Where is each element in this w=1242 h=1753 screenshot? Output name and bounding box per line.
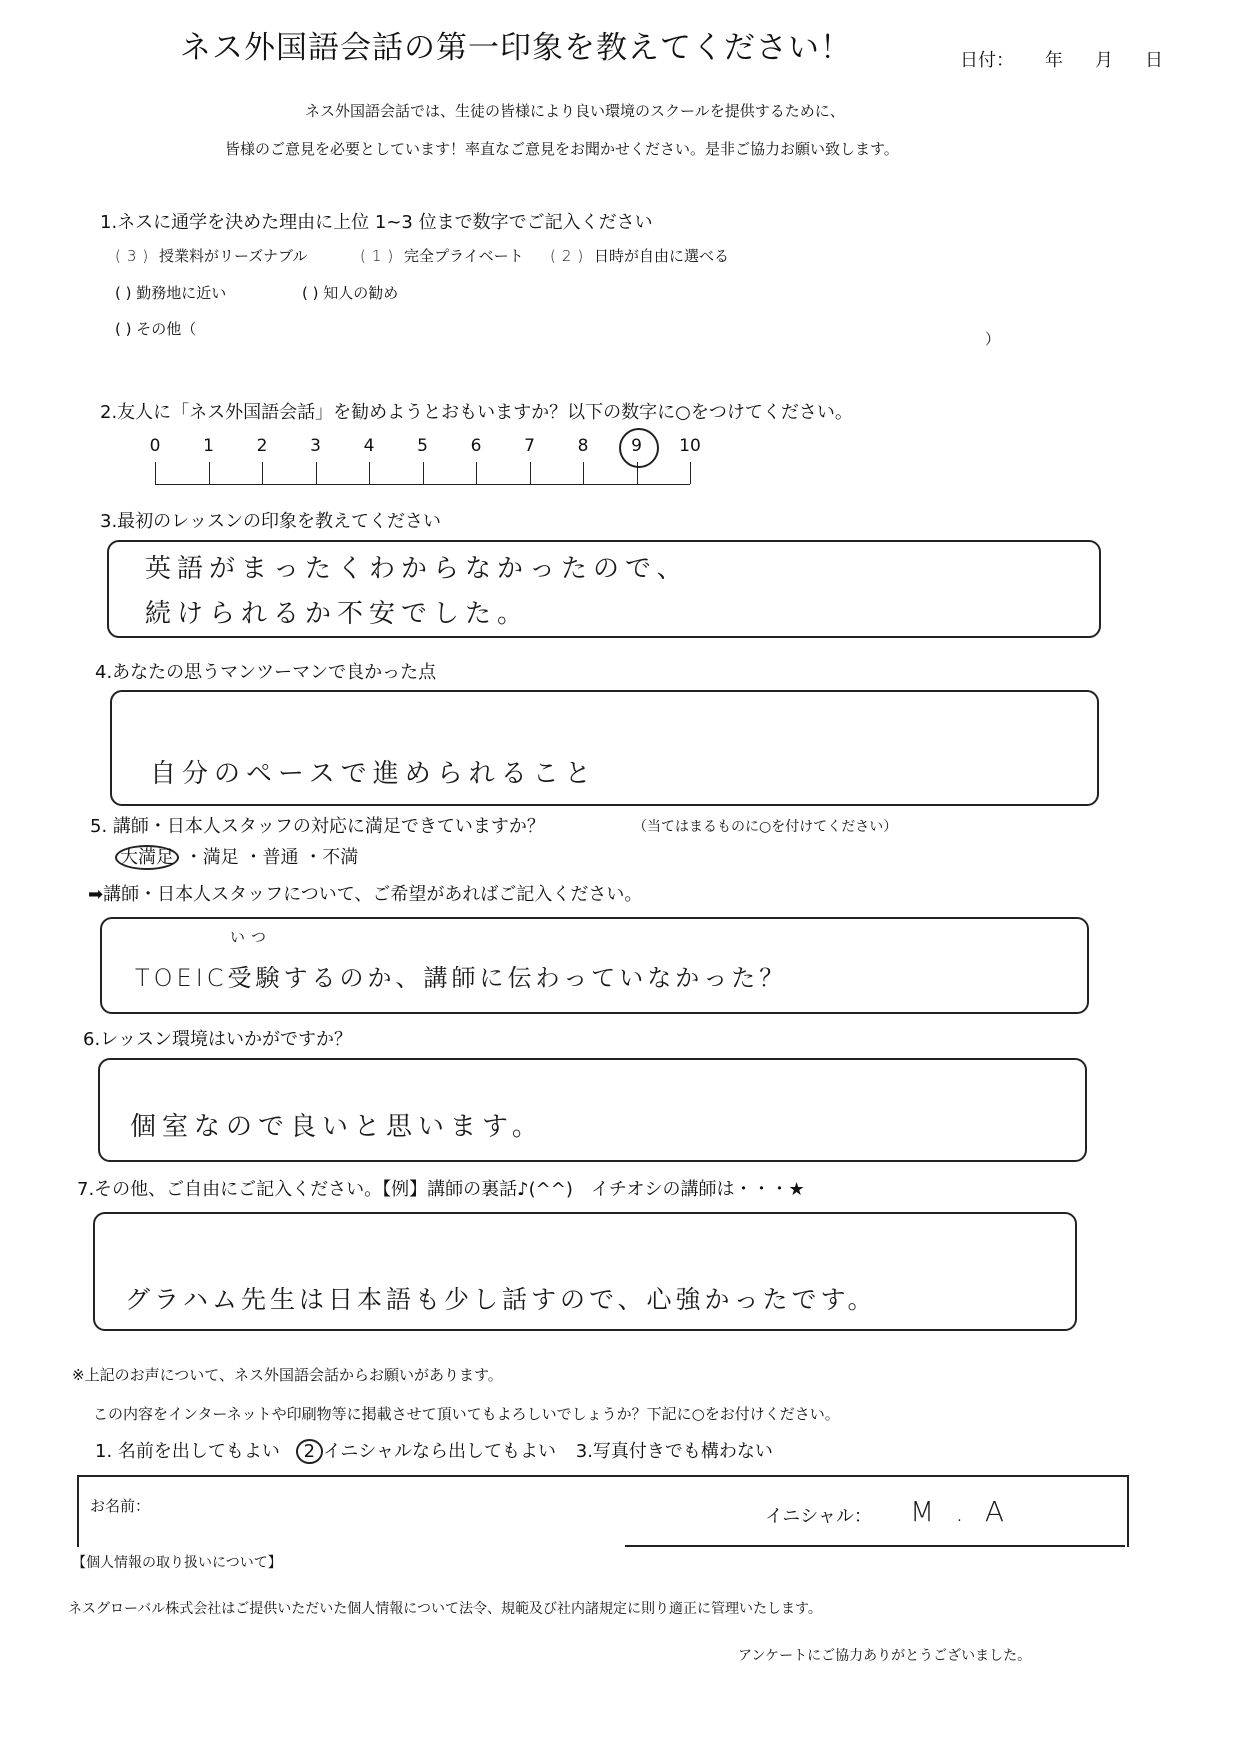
q1-option-5-label: 知人の勧め [323, 284, 399, 302]
q1-option-6[interactable] [115, 318, 196, 339]
q1-option-2[interactable] [360, 245, 524, 266]
q1-other-close: ） [985, 330, 1001, 348]
q2-scale-tick [316, 462, 317, 484]
q1-option-2-mark: (1) [360, 247, 400, 265]
q2-scale-tick [209, 462, 210, 484]
q1-option-4-label: 勤務地に近い [136, 284, 227, 302]
q2-scale-tick [369, 462, 370, 484]
q3-answer-line-2: 続けられるか不安でした。 [145, 599, 530, 629]
consent-option-2-number[interactable]: 2 [296, 1439, 323, 1464]
intro-line-1: ネス外国語会話では、生徒の皆様により良い環境のスクールを提供するために、 [305, 102, 845, 120]
q5-answer-note: いつ [230, 928, 273, 946]
q2-scale-number-0[interactable]: 0 [149, 436, 161, 456]
q3-answer-line-1: 英語がまったくわからなかったので、 [145, 554, 689, 584]
consent-option-2[interactable]: イニシャルなら出してもよい [323, 1441, 557, 1462]
consent-options [95, 1437, 773, 1464]
date-label: 日付： [960, 50, 1014, 71]
q1-option-3-mark: (2) [550, 247, 590, 265]
q5-choices [115, 843, 358, 869]
initial-label: イニシャル： [765, 1506, 872, 1527]
q5-note: （当てはまるものに○を付けてください） [633, 819, 898, 835]
q1-option-1-mark: (3) [115, 247, 155, 265]
q2-scale-number-7[interactable]: 7 [524, 436, 535, 456]
page-title: ネス外国語会話の第一印象を教えてください！ [180, 30, 852, 66]
q2-scale-number-8[interactable]: 8 [577, 436, 589, 456]
q2-scale-number-4[interactable]: 4 [363, 436, 375, 456]
q2-scale-number-1[interactable]: 1 [203, 436, 214, 456]
q2-scale-line [155, 484, 690, 485]
q5-followup: ➡講師・日本人スタッフについて、ご希望があればご記入ください。 [88, 884, 643, 905]
q1-option-4-mark: ( ) [115, 284, 132, 302]
q5-choice-normal[interactable]: ・普通 [244, 847, 299, 868]
q7-question: 7.その他、ご自由にご記入ください。【例】講師の裏話♪(^^) イチオシの講師は・・・★ [77, 1179, 805, 1200]
initial-value[interactable]: M . A [910, 1495, 1011, 1528]
thanks-text: アンケートにご協力ありがとうございました。 [738, 1648, 1032, 1664]
intro-line-2: 皆様のご意見を必要としています！率直なご意見をお聞かせください。是非ご協力お願い致します。 [225, 140, 899, 158]
q1-question: 1.ネスに通学を決めた理由に上位 1~3 位まで数字でご記入ください [100, 212, 653, 233]
q2-scale-number-6[interactable]: 6 [470, 436, 482, 456]
name-label: お名前： [90, 1497, 151, 1515]
q2-scale-tick [583, 462, 584, 484]
q2-scale-tick [690, 462, 691, 484]
q1-option-1-label: 授業料がリーズナブル [159, 247, 308, 265]
q1-option-5-mark: ( ) [302, 284, 319, 302]
q1-option-4[interactable] [115, 282, 226, 303]
q2-question: 2.友人に「ネス外国語会話」を勧めようとおもいますか？以下の数字に○をつけてください。 [100, 402, 853, 423]
q5-choice-very-satisfied[interactable]: 大満足 [115, 845, 179, 870]
q1-option-2-label: 完全プライベート [404, 247, 524, 265]
privacy-heading: 【個人情報の取り扱いについて】 [72, 1555, 282, 1571]
date-day: 日 [1145, 50, 1163, 71]
consent-option-1[interactable]: 1. 名前を出してもよい [95, 1441, 280, 1462]
name-box-underline [625, 1545, 1125, 1547]
q3-question: 3.最初のレッスンの印象を教えてください [100, 511, 441, 532]
consent-line-1: ※上記のお声について、ネス外国語会話からお願いがあります。 [72, 1366, 503, 1384]
q2-scale-tick [423, 462, 424, 484]
q2-scale-number-9[interactable]: 9 [631, 436, 642, 456]
q5-choice-dissatisfied[interactable]: ・不満 [304, 847, 359, 868]
privacy-text: ネスグローバル株式会社はご提供いただいた個人情報について法令、規範及び社内諸規定に則り適正に管理いたします。 [68, 1601, 822, 1617]
q2-scale-number-5[interactable]: 5 [417, 436, 428, 456]
date-year: 年 [1045, 50, 1063, 71]
q2-scale-tick [476, 462, 477, 484]
q1-option-1[interactable] [115, 245, 307, 266]
q2-scale-tick [155, 462, 156, 484]
q6-question: 6.レッスン環境はいかがですか？ [83, 1029, 352, 1050]
date-month: 月 [1095, 50, 1113, 71]
q7-answer: グラハム先生は日本語も少し話すので、心強かったです。 [125, 1285, 877, 1314]
q5-question: 5. 講師・日本人スタッフの対応に満足できていますか？ [90, 816, 545, 837]
q5-choice-satisfied[interactable]: ・満足 [184, 847, 239, 868]
q2-scale-tick [262, 462, 263, 484]
q6-answer: 個室なので良いと思います。 [130, 1112, 544, 1142]
q1-option-3-label: 日時が自由に選べる [594, 247, 730, 265]
q2-scale-number-2[interactable]: 2 [256, 436, 268, 456]
q5-answer: TOEIC受験するのか、講師に伝わっていなかった？ [135, 964, 788, 992]
q1-option-6-label: その他（ [136, 320, 197, 338]
q2-selected-circle [619, 428, 659, 468]
q2-scale-tick [530, 462, 531, 484]
q1-option-5[interactable] [302, 282, 398, 303]
q2-scale-number-3[interactable]: 3 [310, 436, 321, 456]
q1-option-3[interactable] [550, 245, 729, 266]
q4-question: 4.あなたの思うマンツーマンで良かった点 [95, 662, 437, 683]
consent-option-3[interactable]: 3.写真付きでも構わない [575, 1441, 773, 1462]
q2-scale-number-10[interactable]: 10 [679, 436, 701, 456]
q4-answer: 自分のペースで進められること [150, 759, 597, 789]
q1-option-6-mark: ( ) [115, 320, 132, 338]
consent-line-2: この内容をインターネットや印刷物等に掲載させて頂いてもよろしいでしょうか？下記に○をお付けください。 [93, 1405, 840, 1423]
